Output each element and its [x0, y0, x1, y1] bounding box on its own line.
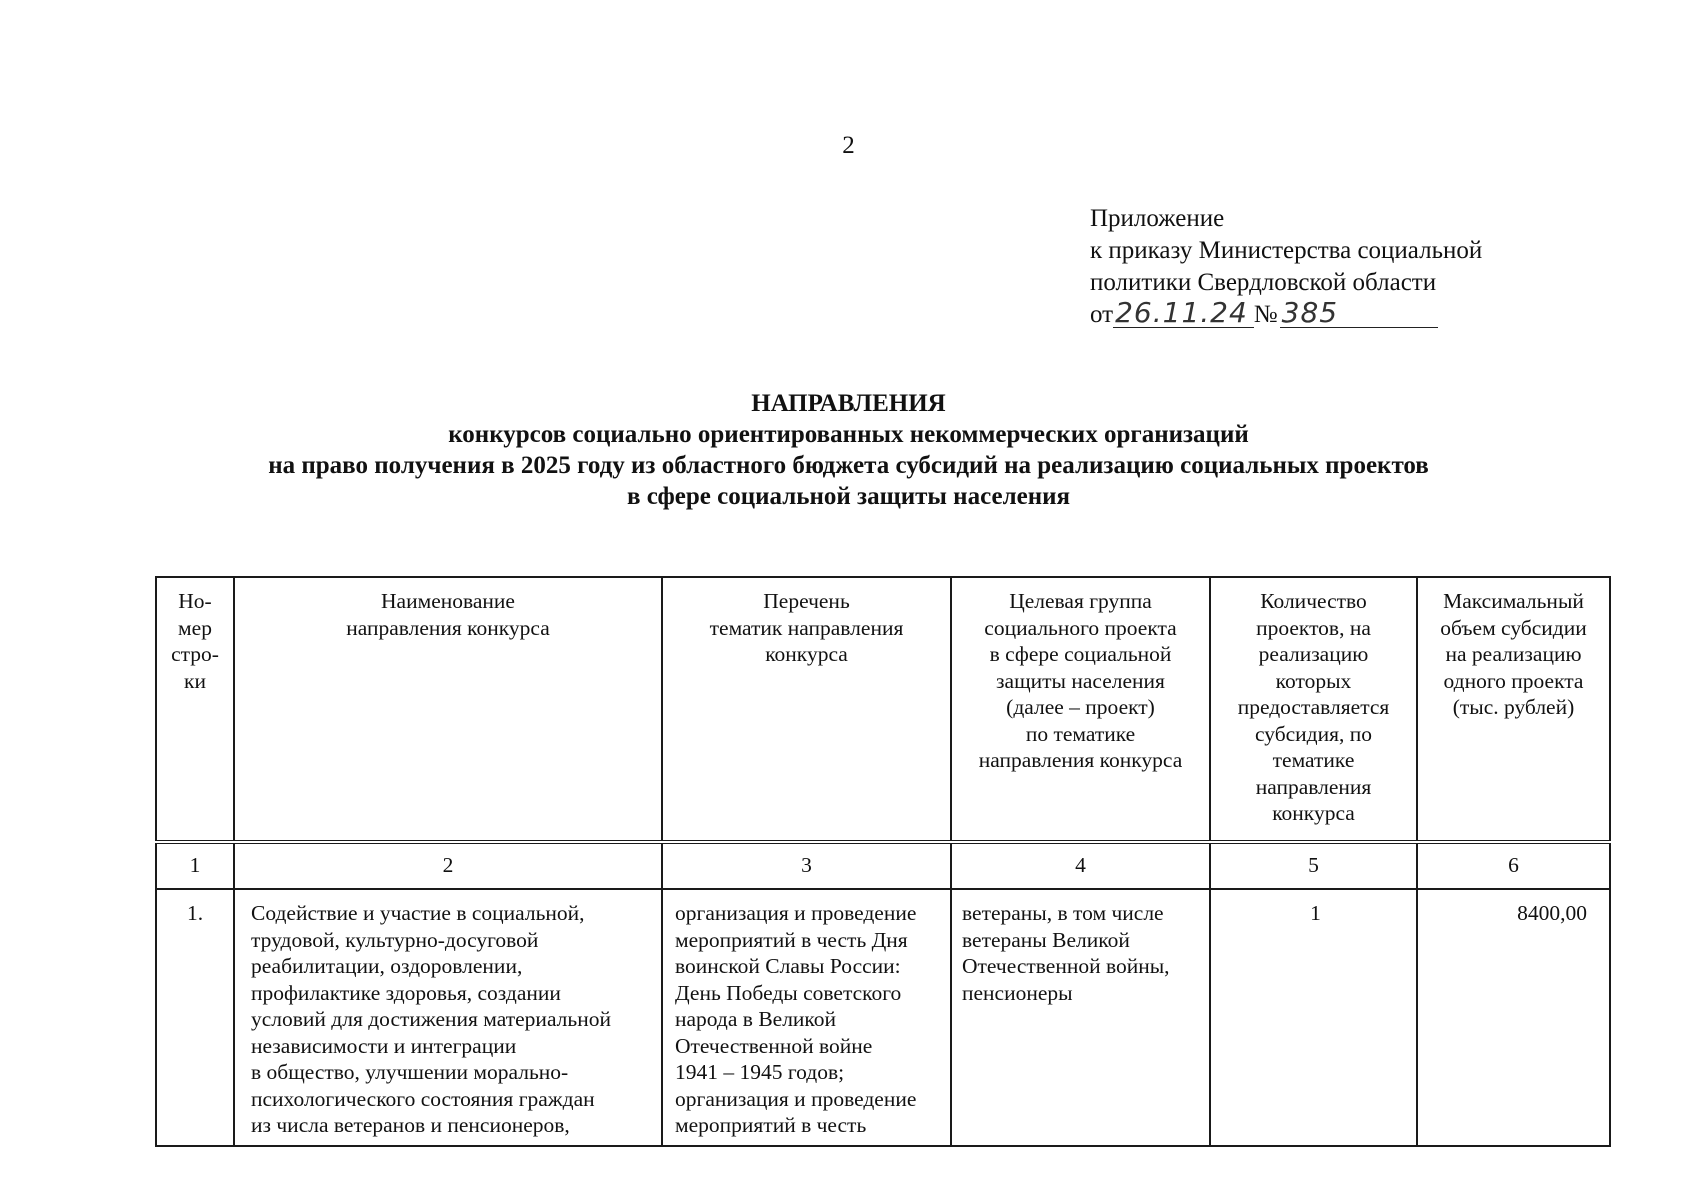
table-header-row: [156, 577, 1610, 842]
appendix-date-number-line: [1090, 296, 1482, 331]
appendix-block: [1090, 203, 1482, 331]
header-max-subsidy: Максимальный объем субсидии на реализацию одного проекта (тыс. рублей): [1417, 577, 1610, 842]
column-number-5: 5: [1210, 842, 1417, 889]
handwritten-order-number: 385: [1280, 299, 1438, 328]
appendix-region-line: политики Свердловской области: [1090, 269, 1437, 296]
appendix-order-line: к приказу Министерства социальной: [1090, 237, 1483, 264]
direction-name-cell: Содействие и участие в социальной, трудовой, культурно-досуговой реабилитации, оздоровлении, профилактике здоровья, создании условий для достижения материальной независимости и интеграции в общество, улучшении морально- психологического состояния граждан из числа ветеранов и пенсионеров,: [234, 889, 662, 1146]
column-number-4: 4: [951, 842, 1210, 889]
heading-line-2: конкурсов социально ориентированных некоммерческих организаций: [448, 421, 1249, 448]
header-projects-count: Количество проектов, на реализацию которых предоставляется субсидия, по тематике направления конкурса: [1210, 577, 1417, 842]
header-topics-list: Перечень тематик направления конкурса: [662, 577, 951, 842]
header-direction-name: Наименование направления конкурса: [234, 577, 662, 842]
heading-line-4: в сфере социальной защиты населения: [626, 483, 1071, 510]
header-row-number: Но- мер стро- ки: [156, 577, 234, 842]
max-subsidy-cell: 8400,00: [1417, 889, 1610, 1146]
target-group-cell: ветераны, в том числе ветераны Великой Отечественной войны, пенсионеры: [951, 889, 1210, 1146]
header-target-group: Целевая группа социального проекта в сфере социальной защиты населения (далее – проект) по тематике направления конкурса: [951, 577, 1210, 842]
page-number: 2: [842, 132, 855, 159]
topics-cell: организация и проведение мероприятий в честь Дня воинской Славы России: День Победы советского народа в Великой Отечественной войне 1941 – 1945 годов; организация и проведение мероприятий в честь: [662, 889, 951, 1146]
column-number-1: 1: [156, 842, 234, 889]
column-numbers-row: [156, 842, 1610, 889]
directions-table: [155, 576, 1611, 1147]
document-heading: [0, 388, 1697, 512]
table-row: [156, 889, 1610, 1146]
projects-count-cell: 1: [1210, 889, 1417, 1146]
handwritten-date: 26.11.24: [1113, 299, 1254, 328]
heading-line-3: на право получения в 2025 году из областного бюджета субсидий на реализацию социальных проектов: [268, 452, 1429, 479]
row-number-cell: 1.: [156, 889, 234, 1146]
column-number-3: 3: [662, 842, 951, 889]
number-sign: №: [1253, 301, 1278, 328]
column-number-2: 2: [234, 842, 662, 889]
column-number-6: 6: [1417, 842, 1610, 889]
date-prefix: от: [1090, 301, 1114, 328]
appendix-title: Приложение: [1090, 205, 1225, 232]
heading-title: НАПРАВЛЕНИЯ: [751, 390, 946, 417]
